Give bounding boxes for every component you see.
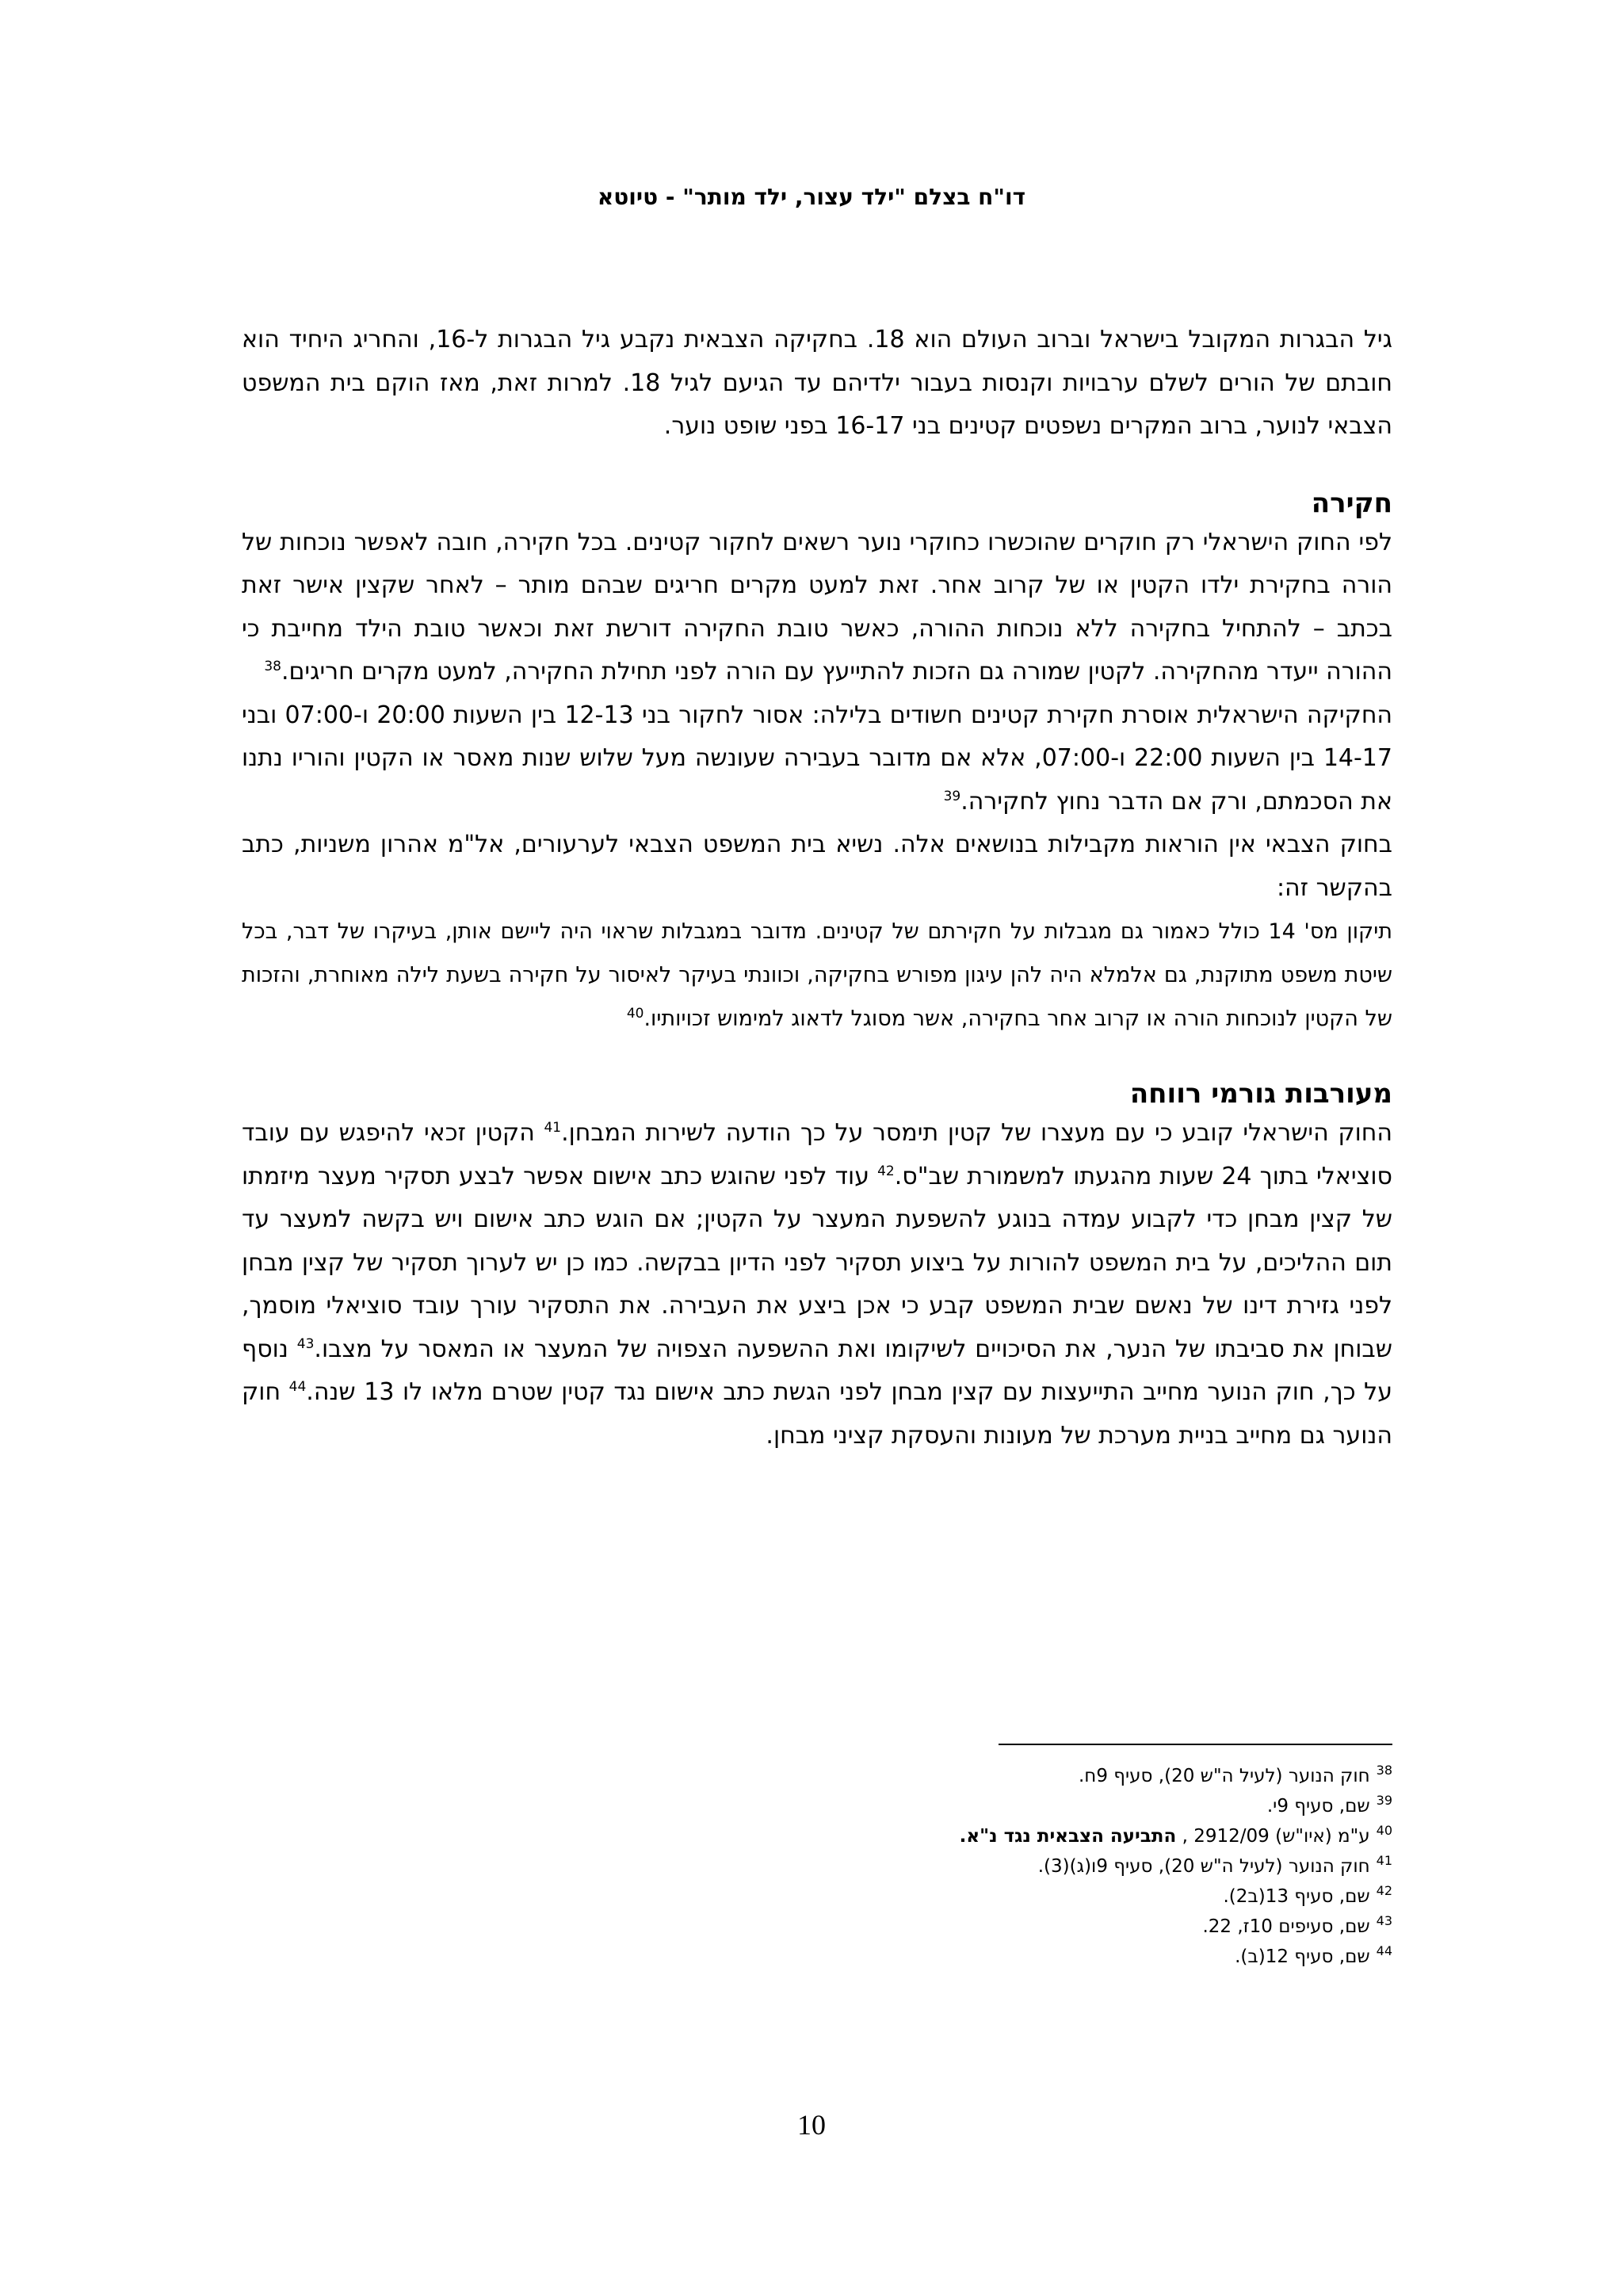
footnote-text: חוק הנוער (לעיל ה"ש 20), סעיף 9ו(ג)(3).: [1037, 1856, 1370, 1877]
sentence: הקטין זכאי להיפגש עם עובד סוציאלי בתוך 24 שעות מהגעתו למשמורת שב"ס.: [242, 1119, 1392, 1190]
footnote-text: שם, סעיף 9י.: [1266, 1796, 1370, 1817]
footnote-ref-38[interactable]: 38: [264, 659, 281, 674]
welfare-paragraph: [242, 1112, 1392, 1457]
section-heading-investigation: חקירה: [1311, 487, 1392, 519]
footnote-number: 41: [1376, 1853, 1392, 1869]
main-text: [242, 319, 1392, 1457]
footnote-item: [242, 1851, 1392, 1881]
footnote-number: 38: [1376, 1763, 1392, 1778]
footnote-item: [242, 1942, 1392, 1972]
investigation-paragraph-3: בחוק הצבאי אין הוראות מקבילות בנושאים אלה. נשיא בית המשפט הצבאי לערעורים, אל"מ אהרון משניות, כתב בהקשר זה:: [242, 831, 1392, 902]
sentence: חוק הנוער גם מחייב בניית מערכת של מעונות והעסקת קציני מבחן.: [242, 1378, 1392, 1450]
sentence: נוסף על כך, חוק הנוער מחייב התייעצות עם קצין מבחן לפני הגשת כתב אישום נגד קטין שטרם מלאו לו 13 שנה.: [242, 1335, 1392, 1406]
paragraph-text: החקיקה הישראלית אוסרת חקירת קטינים חשודים בלילה: אסור לחקור בני 12-13 בין השעות 20:00 ו-07:00 ובני 14-17 בין השעות 22:00 ו-07:00, אלא אם מדובר בעבירה שעונשה מעל שלוש שנות מאסר או הקטין והוריו נתנו את הסכמתם, ורק אם הדבר נחוץ לחקירה.: [242, 701, 1393, 816]
footnote-item: [242, 1791, 1392, 1821]
footnote-ref-44[interactable]: 44: [288, 1379, 307, 1395]
footnote-ref-41[interactable]: 41: [544, 1120, 562, 1136]
quote-text: תיקון מס' 14 כולל כאמור גם מגבלות על חקירתם של קטינים. מדובר במגבלות שראוי היה ליישם אותן, בעיקרו של דבר, בכל שיטת משפט מתוקנת, גם אלמלא היה להן עיגון מפורש בחקיקה, וכוונתי בעיקר לאיסור על חקירה בשעת לילה מאוחרת, והזכות של הקטין לנוכחות הורה או קרוב אחר בחקירה, אשר מסוגל לדאוג למימוש זכויותיו.: [242, 919, 1392, 1031]
footnote-number: 39: [1376, 1793, 1392, 1809]
footnote-item: [242, 1912, 1392, 1942]
section-heading-welfare: מעורבות גורמי רווחה: [1129, 1078, 1392, 1110]
footnote-number: 44: [1376, 1943, 1392, 1959]
footnote-text: שם, סעיף 13(ב2).: [1223, 1886, 1370, 1907]
footnote-number: 43: [1376, 1913, 1392, 1929]
footnote-ref-43[interactable]: 43: [296, 1335, 315, 1352]
footnote-item: [242, 1821, 1392, 1851]
block-quote: [242, 910, 1392, 1041]
footnote-ref-40[interactable]: 40: [626, 1006, 644, 1022]
footnote-ref-42[interactable]: 42: [877, 1163, 895, 1179]
footnote-number: 42: [1376, 1883, 1392, 1899]
sentence: עוד לפני שהוגש כתב אישום אפשר לבצע תסקיר מעצר מיזמתו של קצין מבחן כדי לקבוע עמדה בנוגע להשפעת המעצר על הקטין; אם הוגש כתב אישום ויש בקשה למעצר עד תום ההליכים, על בית המשפט להורות על ביצוע תסקיר לפני הדיון בבקשה. כמו כן יש לערוך תסקיר של קצין מבחן לפני גזירת דינו של נאשם שבית המשפט קבע כי אכן ביצע את העבירה. את התסקיר עורך עובד סוציאלי מוסמך, שבוחן את סביבתו של הנער, את הסיכויים לשיקומו ואת ההשפעה הצפויה של המעצר או המאסר על מצבו.: [242, 1162, 1392, 1363]
footnote-number: 40: [1376, 1823, 1392, 1839]
paragraph-text: לפי החוק הישראלי רק חוקרים שהוכשרו כחוקרי נוער רשאים לחקור קטינים. בכל חקירה, חובה לאפשר נוכחות של הורה בחקירת ילדו הקטין או של קרוב אחר. זאת למעט מקרים חריגים שבהם מותר – לאחר שקצין אישר זאת בכתב – להתחיל בחקירה ללא נוכחות ההורה, כאשר טובת החקירה דורשת זאת וכאשר טובת הילד מחייבת כי ההורה ייעדר מהחקירה. לקטין שמורה גם הזכות להתייעץ עם הורה לפני תחילת החקירה, למעט מקרים חריגים.: [242, 528, 1392, 686]
footnote-item: [242, 1761, 1392, 1791]
footnote-text: חוק הנוער (לעיל ה"ש 20), סעיף 9ח.: [1078, 1766, 1370, 1786]
footnote-text: ע"מ (איו"ש) 2912/09 ,: [1176, 1826, 1370, 1847]
intro-paragraph: גיל הבגרות המקובל בישראל וברוב העולם הוא 18. בחקיקה הצבאית נקבע גיל הבגרות ל-16, והחריג היחיד הוא חובתם של הורים לשלם ערבויות וקנסות בעבור ילדיהם עד הגיעם לגיל 18. למרות זאת, מאז הוקם בית המשפט הצבאי לנוער, ברוב המקרים נשפטים קטינים בני 16-17 בפני שופט נוער.: [242, 326, 1392, 440]
footnote-separator: [999, 1744, 1392, 1745]
case-name: התביעה הצבאית נגד נ"א.: [959, 1826, 1177, 1847]
investigation-paragraph-2: [242, 694, 1392, 824]
footnote-item: [242, 1881, 1392, 1912]
sentence: החוק הישראלי קובע כי עם מעצרו של קטין תימסר על כך הודעה לשירות המבחן.: [561, 1119, 1392, 1147]
investigation-paragraph-1: [242, 521, 1392, 694]
footnotes-list: [242, 1761, 1392, 1972]
page-number: 10: [797, 2109, 826, 2141]
footnote-text: שם, סעיפים 10ז, 22.: [1202, 1916, 1370, 1937]
footnote-ref-39[interactable]: 39: [943, 788, 961, 804]
running-header: דו"ח בצלם "ילד עצור, ילד מותר" - טיוטא: [597, 184, 1026, 210]
footnote-text: שם, סעיף 12(ב).: [1235, 1946, 1370, 1967]
